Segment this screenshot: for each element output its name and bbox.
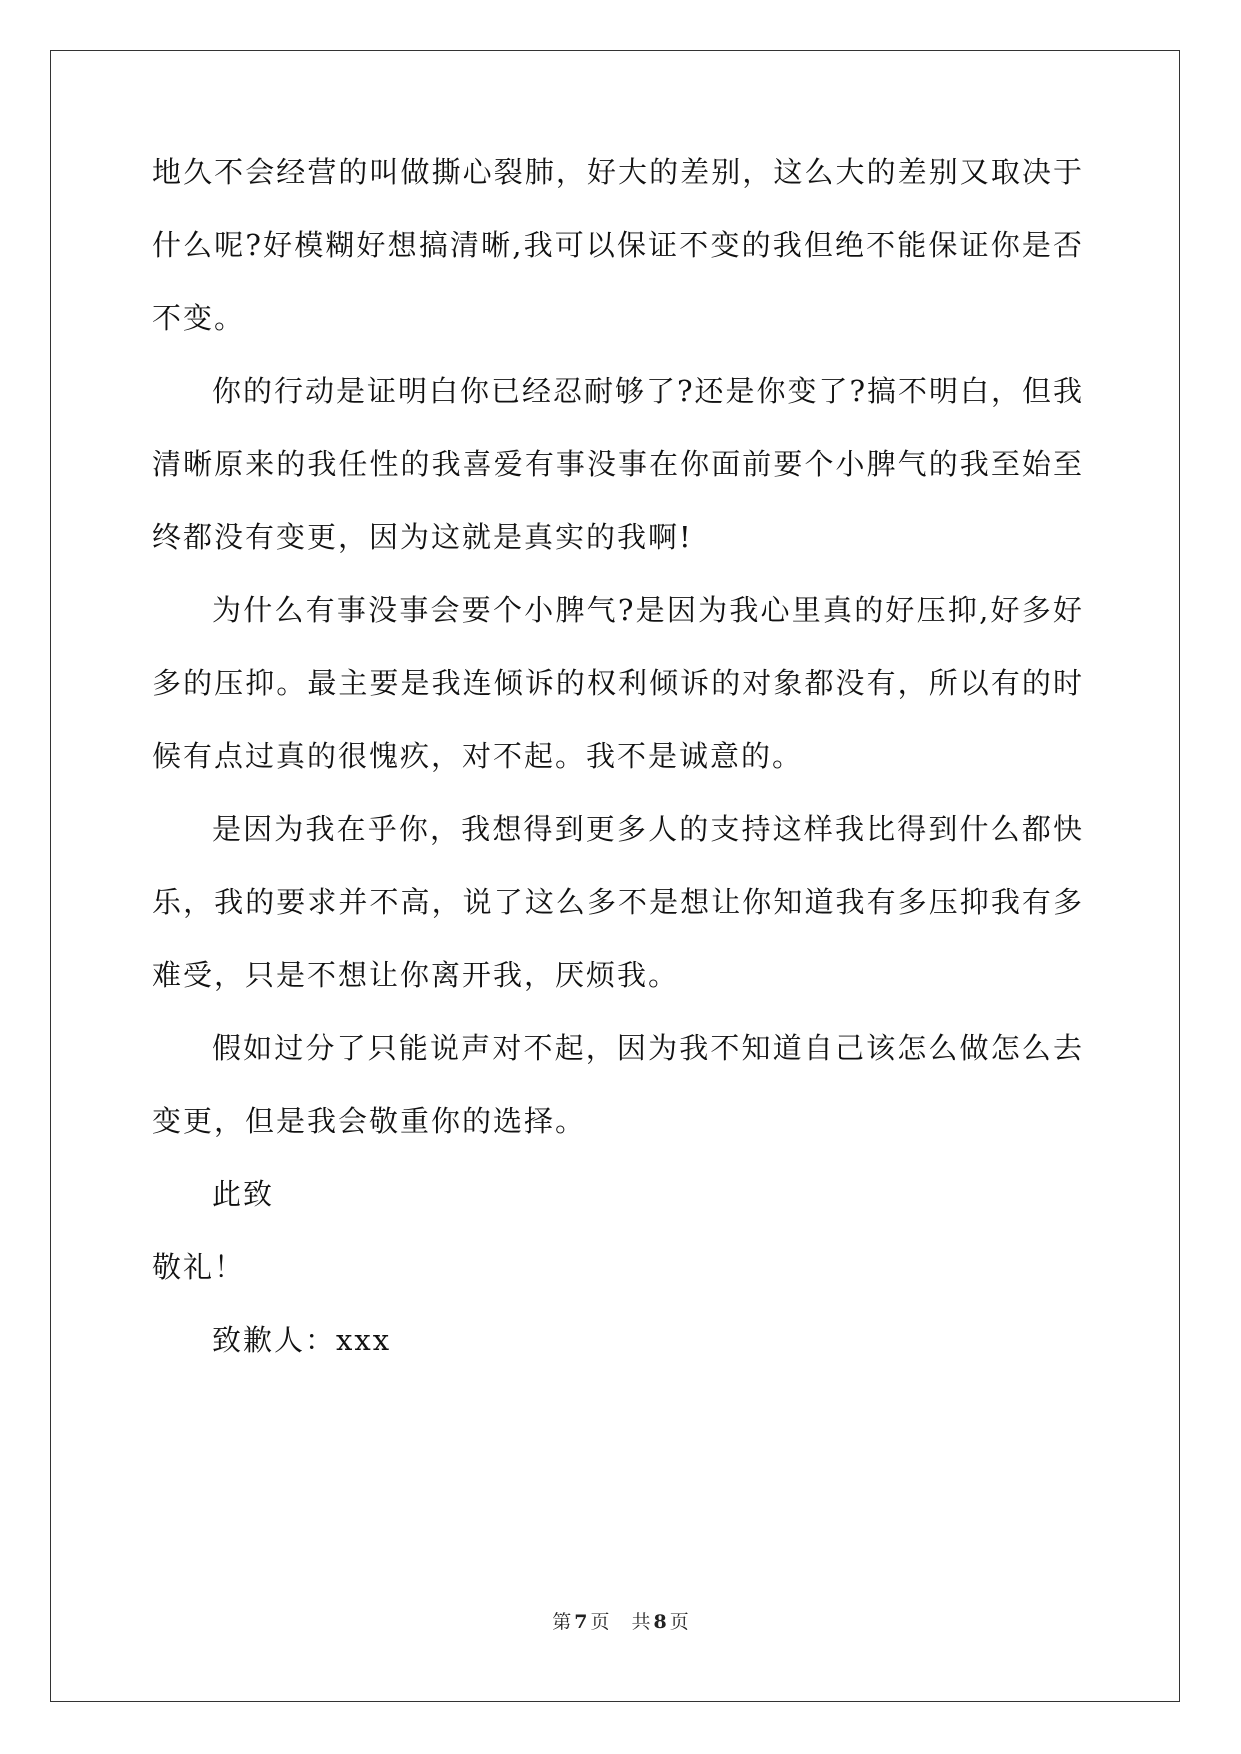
paragraph-first-line: 你的行动是证明白你已经忍耐够了?还是你变了?搞不明白，但我: [212, 374, 1082, 408]
text-line: 变更，但是我会敬重你的选择。: [152, 1104, 587, 1138]
paragraph-first-line: 是因为我在乎你，我想得到更多人的支持这样我比得到什么都快: [212, 812, 1082, 846]
text-line: 清晰原来的我任性的我喜爱有事没事在你面前要个小脾气的我至始至: [152, 447, 1082, 481]
total-suffix: 页: [669, 1611, 689, 1633]
text-line: 候有点过真的很愧疚，对不起。我不是诚意的。: [152, 739, 804, 773]
text-line: 多的压抑。最主要是我连倾诉的权利倾诉的对象都没有，所以有的时: [152, 666, 1082, 700]
closing-salutation: 此致: [212, 1177, 275, 1211]
paragraph-first-line: 假如过分了只能说声对不起，因为我不知道自己该怎么做怎么去: [212, 1031, 1082, 1065]
total-pages: 8: [653, 1611, 667, 1633]
text-line: 不变。: [152, 301, 246, 335]
text-line: 乐，我的要求并不高，说了这么多不是想让你知道我有多压抑我有多: [152, 885, 1082, 919]
text-line: 终都没有变更，因为这就是真实的我啊!: [152, 520, 693, 554]
paragraph-first-line: 为什么有事没事会要个小脾气?是因为我心里真的好压抑,好多好: [212, 593, 1082, 627]
page-suffix: 页: [590, 1611, 610, 1633]
text-line: 难受，只是不想让你离开我，厌烦我。: [152, 958, 680, 992]
page-prefix: 第: [552, 1611, 572, 1633]
text-line: 地久不会经营的叫做撕心裂肺，好大的差别，这么大的差别又取决于: [152, 155, 1082, 189]
page-number: 7: [574, 1611, 588, 1633]
text-line: 什么呢?好模糊好想搞清晰,我可以保证不变的我但绝不能保证你是否: [152, 228, 1082, 262]
signature-line: 致歉人：xxx: [212, 1323, 392, 1357]
page-footer: [0, 1610, 1241, 1634]
closing-regards: 敬礼！: [152, 1250, 246, 1284]
total-prefix: 共: [631, 1611, 651, 1633]
